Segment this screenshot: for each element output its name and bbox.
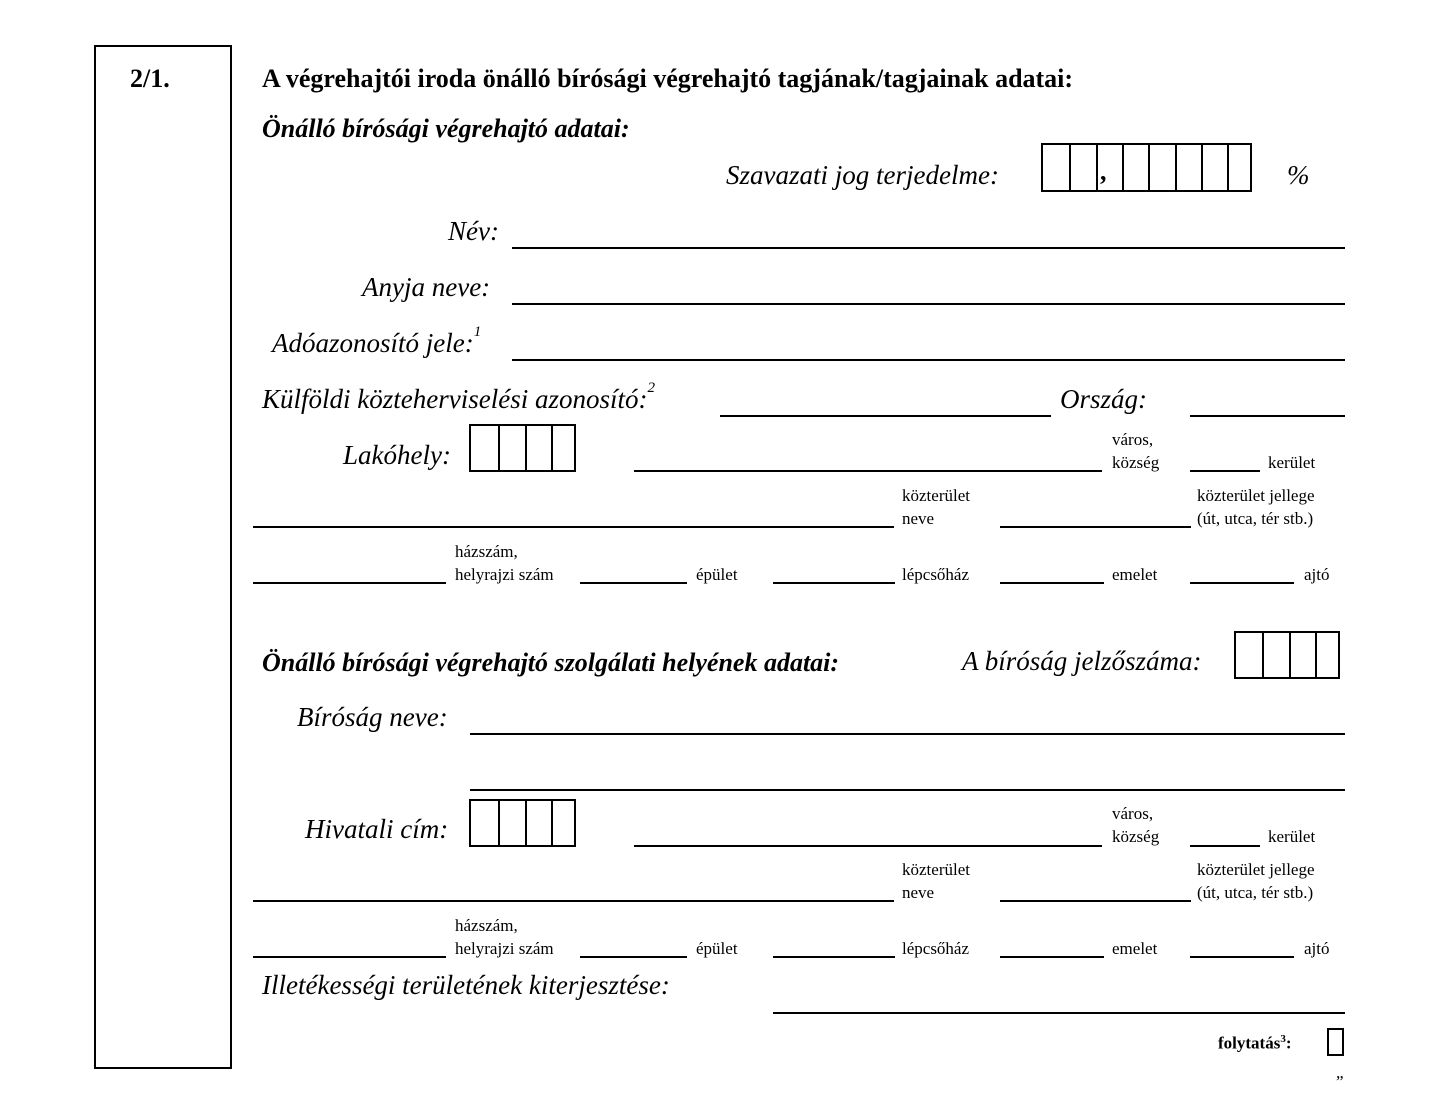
office-address-label: Hivatali cím: [305,814,449,844]
voting-share-input[interactable] [1041,143,1252,192]
residence-house-number-label: házszám, helyrajzi szám [455,542,554,584]
country-field[interactable] [1190,415,1345,417]
residence-building-field[interactable] [580,582,687,584]
court-name-field-line2[interactable] [470,789,1345,791]
court-name-field[interactable] [470,733,1345,735]
postcode-cell[interactable] [498,426,525,470]
section-number-box [94,45,232,1069]
court-name-label: Bíróság neve: [297,702,448,732]
residence-door-field[interactable] [1190,582,1294,584]
residence-staircase-label: lépcsőház [902,565,970,584]
code-cell[interactable] [1315,633,1338,677]
residence-district-label: kerület [1268,453,1316,472]
code-cell[interactable] [1236,633,1262,677]
digit-cell[interactable] [1148,145,1175,190]
residence-street-name-label: közterület neve [902,486,970,528]
postcode-cell[interactable] [498,801,525,845]
code-cell[interactable] [1289,633,1315,677]
office-street-name-field[interactable] [253,900,894,902]
postcode-cell[interactable] [471,426,498,470]
office-city-field[interactable] [634,845,1102,847]
jurisdiction-label: Illetékességi területének kiterjesztése: [262,970,670,1000]
tax-id-label: Adóazonosító jele:$^1$ [272,324,482,358]
residence-floor-field[interactable] [1000,582,1104,584]
postcode-cell[interactable] [525,801,551,845]
office-street-name-label: közterület neve [902,860,970,902]
code-cell[interactable] [1262,633,1289,677]
office-street-type-field[interactable] [1000,900,1191,902]
digit-cell[interactable] [1043,145,1069,190]
footnote-marker: 3 [1280,1033,1286,1045]
office-building-field[interactable] [580,956,687,958]
postcode-cell[interactable] [551,801,574,845]
postcode-cell[interactable] [551,426,574,470]
office-staircase-field[interactable] [773,956,895,958]
office-door-field[interactable] [1190,956,1294,958]
office-street-type-label: közterület jellege (út, utca, tér stb.) [1197,860,1315,902]
decimal-comma: , [1100,157,1107,186]
member-heading: Önálló bírósági végrehajtó adatai: [262,114,630,143]
residence-street-type-field[interactable] [1000,526,1191,528]
service-heading: Önálló bírósági végrehajtó szolgálati helyének adatai: [262,648,840,677]
residence-district-field[interactable] [1190,470,1260,472]
residence-street-name-field[interactable] [253,526,894,528]
residence-house-number-field[interactable] [253,582,446,584]
office-door-label: ajtó [1304,939,1330,958]
postcode-cell[interactable] [471,801,498,845]
residence-floor-label: emelet [1112,565,1158,584]
office-floor-label: emelet [1112,939,1158,958]
residence-building-label: épület [696,565,738,584]
residence-postcode-input[interactable] [469,424,576,472]
continuation-label: folytatás$^3$: [1218,1033,1292,1053]
name-field[interactable] [512,247,1345,249]
decimal-separator-cell [1096,145,1122,190]
voting-share-label: Szavazati jog terjedelme: [726,160,999,190]
mother-name-label: Anyja neve: [362,272,491,302]
foreign-id-label: Külföldi közteherviselési azonosító:$^2$ [262,380,655,414]
digit-cell[interactable] [1122,145,1148,190]
office-district-label: kerület [1268,827,1316,846]
jurisdiction-field[interactable] [773,1012,1345,1014]
office-city-label: város, község [1112,804,1160,846]
office-postcode-input[interactable] [469,799,576,847]
footnote-marker: 1 [473,324,482,340]
court-code-input[interactable] [1234,631,1340,679]
postcode-cell[interactable] [525,426,551,470]
digit-cell[interactable] [1201,145,1227,190]
footnote-marker: 2 [647,380,655,396]
continuation-checkbox[interactable] [1327,1028,1344,1056]
office-staircase-label: lépcsőház [902,939,970,958]
foreign-id-field[interactable] [720,415,1051,417]
digit-cell[interactable] [1227,145,1250,190]
residence-street-type-label: közterület jellege (út, utca, tér stb.) [1197,486,1315,528]
court-code-label: A bíróság jelzőszáma: [962,646,1202,676]
office-house-number-label: házszám, helyrajzi szám [455,916,554,958]
residence-label: Lakóhely: [343,440,451,470]
form-title: A végrehajtói iroda önálló bírósági végrehajtó tagjának/tagjainak adatai: [262,64,1074,93]
closing-quote: ” [1336,1072,1344,1091]
digit-cell[interactable] [1069,145,1096,190]
office-building-label: épület [696,939,738,958]
residence-city-field[interactable] [634,470,1102,472]
mother-name-field[interactable] [512,303,1345,305]
section-number: 2/1. [130,64,170,93]
percent-sign: % [1287,160,1310,190]
office-house-number-field[interactable] [253,956,446,958]
residence-city-label: város, község [1112,430,1160,472]
digit-cell[interactable] [1175,145,1201,190]
office-district-field[interactable] [1190,845,1260,847]
residence-staircase-field[interactable] [773,582,895,584]
residence-door-label: ajtó [1304,565,1330,584]
name-label: Név: [448,216,499,246]
office-floor-field[interactable] [1000,956,1104,958]
country-label: Ország: [1060,384,1148,414]
tax-id-field[interactable] [512,359,1345,361]
